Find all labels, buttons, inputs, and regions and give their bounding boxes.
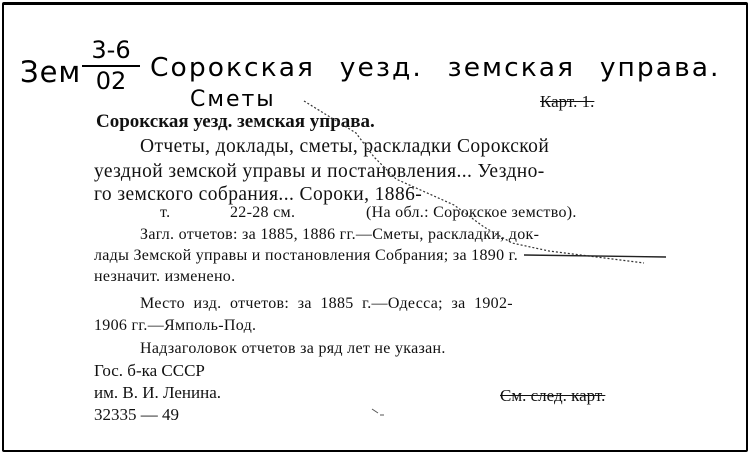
handwritten-subtitle: Сметы xyxy=(190,87,276,112)
handwritten-title: Сорокская уезд. земская управа. xyxy=(150,53,721,83)
body-line-1: Отчеты, доклады, сметы, раскладки Сорокской xyxy=(140,136,550,157)
card-heading: Сорокская уезд. земская управа. xyxy=(96,111,375,132)
note-line-1: Загл. отчетов: за 1885, 1886 гг.—Сметы, раскладки, док- xyxy=(140,226,540,243)
shelf-mark-top: 3-6 xyxy=(91,36,131,64)
shelf-mark-bottom: 02 xyxy=(95,67,127,95)
series-note: Надзаголовок отчетов за ряд лет не указан. xyxy=(140,340,446,357)
handwritten-shelf-mark xyxy=(82,37,140,94)
library-line-2: им. В. И. Ленина. xyxy=(94,383,222,402)
pencil-stroke-mark xyxy=(372,409,384,415)
library-line-3: 32335 — 49 xyxy=(94,405,179,424)
see-also: См. след. карт. xyxy=(500,386,606,405)
desc-cover: (На обл.: Сорокское земство). xyxy=(366,204,577,221)
desc-volume: т. xyxy=(160,204,171,221)
place-line-2: 1906 гг.—Ямполь-Под. xyxy=(94,317,257,334)
note-line-2: лады Земской управы и постановления Собрания; за 1890 г. xyxy=(94,247,519,264)
desc-size: 22-28 см. xyxy=(230,204,296,221)
catalog-card xyxy=(2,2,748,452)
library-line-1: Гос. б-ка СССР xyxy=(94,361,205,380)
pencil-stroke-underline xyxy=(524,255,666,257)
card-number: Карт. 1. xyxy=(540,92,595,111)
note-line-3: незначит. изменено. xyxy=(94,268,236,285)
body-line-2: уездной земской управы и постановления... Уездно- xyxy=(94,161,545,182)
handwritten-prefix: Зем xyxy=(20,55,82,89)
place-line-1: Место изд. отчетов: за 1885 г.—Одесса; за 1902- xyxy=(140,295,513,312)
body-line-3: го земского собрания... Сороки, 1886- xyxy=(94,184,423,205)
